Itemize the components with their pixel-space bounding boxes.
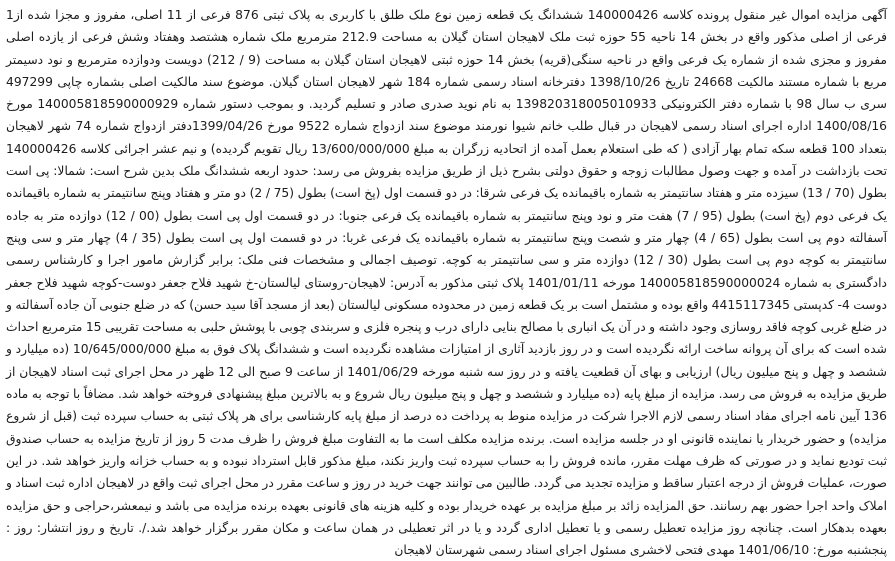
auction-notice-text: آگهی مزایده اموال غیر منقول پرونده کلاسه 140000426 ششدانگ یک قطعه زمین نوع ملک طلق با کاربری به پلاک ثبتی 876 فرعی از 11 اصلی، مفروز و مجزا شده از1 فرعی از اصلی مذکور واقع در بخش 14 ناحیه 55 حوزه ثبت ملک لاهیجان استان گیلان به مساحت 212.9 مترمربع ملک شماره هشتصد وهفتاد وشش فرعی از یازده اصلی مفروز و مجزی شده از شماره یک فرعی واقع در ناحیه سنگی(قریه) بخش 14 حوزه ثبتی لاهیجان استان گیلان به مساحت (9 / 212) دویست ودوازده مترمربع و نود دسیمتر مربع با شماره مستند مالکیت 24668 تاریخ 1398/10/26 دفترخانه اسناد رسمی شماره 184 شهر لاهیجان استان گیلان. موضوع سند مالکیت اصلی بشماره چاپی 497299 سری ب سال 98 با شماره دفتر الکترونیکی 139820318005010933 به نام نوید صدری صادر و تسلیم گردید. و بموجب دستور شماره 140005818590000929 مورخ 1400/08/16 اداره اجرای اسناد رسمی لاهیجان در قبال طلب خانم شیوا نورمند موضوع سند ازدواج شماره 9522 مورخ 1399/04/26دفتر ازدواج شماره 74 شهر لاهیجان بتعداد 100 قطعه سکه تمام بهار آزادی ( که طی استعلام بعمل آمده از اتحادیه زرگران به مبلغ 13/600/000/000 ریال تقویم گردیده) و نیم عشر اجرائی کلاسه 140000426 تحت بازداشت در آمده و جهت وصول مطالبات زوجه و حقوق دولتی بشرح ذیل از طریق مزایده بفروش می رسد: حدود اربعه ششدانگ ملک بدین شرح است: شمالا: پی است بطول (70 / 13) سیزده متر و هفتاد سانتیمتر به شماره باقیمانده یک فرعی شرقا: در دو قسمت اول (پخ است) بطول (75 / 2) دو متر و هفتاد وپنج سانتیمتر به شماره باقیمانده یک فرعی دوم (پخ است) بطول (95 / 7) هفت متر و نود وپنج سانتیمتر به شماره باقیمانده یک فرعی جنوبا: در دو قسمت اول پی است بطول (00 / 12) دوازده متر به جاده آسفالته دوم پی است بطول (65 / 4) چهار متر و شصت وپنج سانتیمتر به شماره باقیمانده یک فرعی غربا: در دو قسمت اول پی است بطول (35 / 4) چهار متر و سی وپنج سانتیمتر به کوچه دوم پی است بطول (30 / 12) دوازده متر و سی سانتیمتر به کوچه. توصیف اجمالی و مشخصات فنی ملک: برابر گزارش مامور اجرا و کارشناس رسمی دادگستری به شماره 140005818590000024 مورخه 1401/01/11 پلاک ثبتی مذکور به آدرس: لاهیجان-روستای لیالستان-خ شهید فلاح جعفر دوست-کوچه شهید فلاح جعفر دوست 4- کدپستی 4415117345 واقع بوده و مشتمل است بر یک قطعه زمین در محدوده مسکونی لیالستان (بعد از مسجد آقا سید حسن) که در ضلع جنوبی آن جاده آسفالته و در ضلع غربی کوچه فاقد روسازی وجود داشته و در آن یک انباری با مصالح بنایی دارای درب و پنجره فلزی و سربندی چوبی با پوشش حلبی به مساحت تقریبی 15 مترمربع احداث شده است که برای آن پروانه ساخت ارائه نگردیده است و در روز بازدید آثاری از امتیازات مشاهده نگردیده است و ششدانگ پلاک فوق به مبلغ 10/645/000/000 (ده میلیارد و ششصد و چهل و پنج میلیون ریال) ارزیابی و بهای آن قطعیت یافته و در روز سه شنبه مورخه 1401/06/29 از ساعت 9 صبح الی 12 ظهر در محل اجرای ثبت اسناد لاهیجان از طریق مزایده به فروش می رسد. مزایده از مبلغ پایه (ده میلیارد و ششصد و چهل و پنج میلیون ریال شروع و به بالاترین مبلغ پیشنهادی فروخته خواهد شد. مضافاً با توجه به ماده 136 آیین نامه اجرای مفاد اسناد رسمی لازم الاجرا شرکت در مزایده منوط به پرداخت ده درصد از مبلغ پایه کارشناسی برای هر پلاک ثبتی به حساب سپرده ثبت (قبل از شروع مزایده) و حضور خریدار یا نماینده قانونی او در جلسه مزایده است. برنده مزایده مکلف است ما به التفاوت مبلغ فروش را ظرف مدت 5 روز از تاریخ مزایده به حساب صندوق ثبت تودیع نماید و در صورتی که ظرف مهلت مقرر، مانده فروش را به حساب سپرده ثبت واریز نکند، مبلغ مذکور قابل استرداد نبوده و به حساب خزانه واریز خواهد شد. در این صورت، عملیات فروش از درجه اعتبار ساقط و مزایده تجدید می گردد. طالبین می توانند جهت خرید در روز و ساعت مقرر در محل اجرای ثبت واقع در لاهیجان اداره ثبت اسناد و املاک واحد اجرا حضور بهم رسانند. حق المزایده زائد بر مبلغ مزایده بر عهده خریدار بوده و کلیه هزینه های قانونی بعهده برنده مزایده می باشد و نیمعشر،حراجی و حق مزایده بعهده بدهکار است. چنانچه روز مزایده تعطیل رسمی و یا تعطیل اداری گردد و یا در اثر تعطیلی در همان ساعت و مکان مقرر برگزار خواهد شد./. تاریخ و روز انتشار: روز : پنجشنبه مورخ: 1401/06/10 مهدی فتحی لاخشری مسئول اجرای اسناد رسمی شهرستان لاهیجان <box>6 8 888 558</box>
